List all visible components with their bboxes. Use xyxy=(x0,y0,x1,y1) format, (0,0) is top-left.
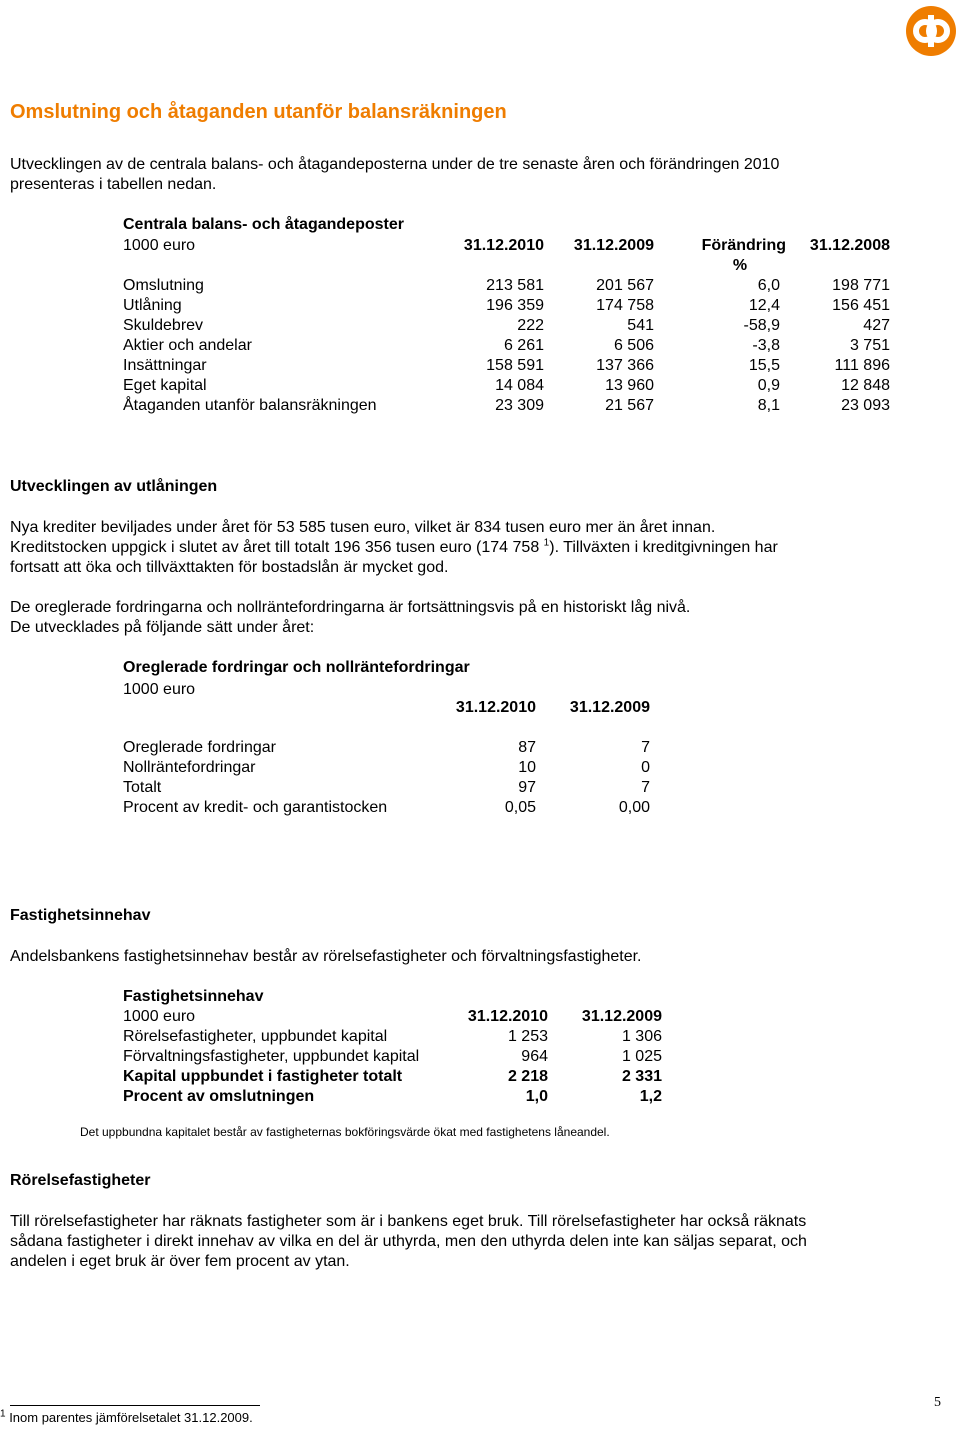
row-label: Nollräntefordringar xyxy=(123,759,256,776)
intro-line-1: Utvecklingen av de centrala balans- och åtagandeposterna under de tre senaste åren och förändringen 2010 xyxy=(10,156,780,173)
value-2010: 97 xyxy=(518,779,536,796)
value-2010: 23 309 xyxy=(495,397,544,414)
paragraph-line: De oreglerade fordringarna och nollräntefordringarna är fortsättningsvis på en historiskt låg nivå. xyxy=(10,599,691,616)
value-2010: 2 218 xyxy=(507,1068,548,1085)
table1-unit: 1000 euro xyxy=(123,237,196,254)
paragraph-line: sådana fastigheter i direkt innehav av vilka en del är uthyrda, men den uthyrda delen inte kan säljas separat, och xyxy=(10,1233,807,1250)
value-2009: 541 xyxy=(627,317,654,334)
table1-header-2009: 31.12.2009 xyxy=(573,237,654,254)
table2-title: Oreglerade fordringar och nollräntefordringar xyxy=(123,659,470,676)
paragraph-line: Till rörelsefastigheter har räknats fastigheter som är i bankens eget bruk. Till rörelsefastigheter har också räknats xyxy=(10,1213,807,1230)
value-change: 0,9 xyxy=(757,377,780,394)
value-2009: 21 567 xyxy=(605,397,654,414)
section-heading-rorelsefastigheter: Rörelsefastigheter xyxy=(10,1172,151,1189)
value-2009: 13 960 xyxy=(605,377,654,394)
value-2008: 23 093 xyxy=(841,397,890,414)
row-label: Oreglerade fordringar xyxy=(123,739,276,756)
table3-unit: 1000 euro xyxy=(123,1008,196,1025)
table2-header-2010: 31.12.2010 xyxy=(455,699,536,716)
row-label: Eget kapital xyxy=(123,377,207,394)
value-2009: 7 xyxy=(641,739,650,756)
footnote-text: Inom parentes jämförelsetalet 31.12.2009. xyxy=(9,1410,253,1425)
value-2009: 6 506 xyxy=(613,337,654,354)
row-label: Procent av omslutningen xyxy=(123,1088,315,1105)
value-2009: 2 331 xyxy=(621,1068,662,1085)
row-label: Åtaganden utanför balansräkningen xyxy=(123,397,377,414)
value-change: 6,0 xyxy=(757,277,780,294)
row-label: Kapital uppbundet i fastigheter totalt xyxy=(123,1068,403,1085)
footnote xyxy=(0,1410,253,1425)
value-2010: 0,05 xyxy=(504,799,536,816)
value-change: 12,4 xyxy=(748,297,780,314)
row-label: Rörelsefastigheter, uppbundet kapital xyxy=(123,1028,388,1045)
value-2008: 156 451 xyxy=(832,297,890,314)
table1-title: Centrala balans- och åtagandeposter xyxy=(123,216,404,233)
value-2009: 1 306 xyxy=(621,1028,662,1045)
row-label: Insättningar xyxy=(123,357,207,374)
value-2010: 158 591 xyxy=(486,357,544,374)
paragraph-line xyxy=(10,538,778,558)
table1-header-2010: 31.12.2010 xyxy=(463,237,544,254)
value-2009: 1,2 xyxy=(639,1088,662,1105)
table2-header-2009: 31.12.2009 xyxy=(569,699,650,716)
value-2008: 3 751 xyxy=(849,337,890,354)
paragraph-line: fortsatt att öka och tillväxttakten för bostadslån är mycket god. xyxy=(10,559,449,576)
value-2008: 198 771 xyxy=(832,277,890,294)
paragraph-line: andelen i eget bruk är över fem procent av ytan. xyxy=(10,1253,350,1270)
value-change: 15,5 xyxy=(748,357,780,374)
row-label: Totalt xyxy=(123,779,162,796)
row-label: Förvaltningsfastigheter, uppbundet kapital xyxy=(123,1048,420,1065)
value-2010: 10 xyxy=(518,759,536,776)
value-2010: 196 359 xyxy=(486,297,544,314)
value-change: -58,9 xyxy=(743,317,780,334)
section-heading-utlaning: Utvecklingen av utlåningen xyxy=(10,478,218,495)
table3-title: Fastighetsinnehav xyxy=(123,988,264,1005)
value-2010: 14 084 xyxy=(495,377,544,394)
row-label: Omslutning xyxy=(123,277,204,294)
table3-header-2009: 31.12.2009 xyxy=(581,1008,662,1025)
text-segment: ). Tillväxten i kreditgivningen har xyxy=(549,539,778,556)
value-2009: 1 025 xyxy=(621,1048,662,1065)
table1-header-2008: 31.12.2008 xyxy=(809,237,890,254)
value-change: 8,1 xyxy=(757,397,780,414)
paragraph-line: De utvecklades på följande sätt under året: xyxy=(10,619,315,636)
intro-line-2: presenteras i tabellen nedan. xyxy=(10,176,217,193)
row-label: Skuldebrev xyxy=(123,317,204,334)
footnote-ref: 1 xyxy=(543,537,550,549)
value-2008: 12 848 xyxy=(841,377,890,394)
footnote-separator xyxy=(10,1405,260,1406)
value-2009: 201 567 xyxy=(596,277,654,294)
table3-note: Det uppbundna kapitalet består av fastigheternas bokföringsvärde ökat med fastighetens låneandel. xyxy=(80,1125,610,1139)
value-2008: 111 896 xyxy=(834,357,890,374)
value-2010: 6 261 xyxy=(503,337,544,354)
value-2010: 1,0 xyxy=(525,1088,548,1105)
value-change: -3,8 xyxy=(752,337,780,354)
value-2010: 213 581 xyxy=(486,277,544,294)
value-2009: 174 758 xyxy=(596,297,654,314)
value-2009: 0,00 xyxy=(618,799,650,816)
paragraph-line: Andelsbankens fastighetsinnehav består av rörelsefastigheter och förvaltningsfastigheter. xyxy=(10,948,642,965)
value-2010: 964 xyxy=(521,1048,548,1065)
table2-unit: 1000 euro xyxy=(123,681,196,698)
row-label: Aktier och andelar xyxy=(123,337,252,354)
page-number: 5 xyxy=(934,1395,941,1410)
paragraph-line: Nya krediter beviljades under året för 53 585 tusen euro, vilket är 834 tusen euro mer än året innan. xyxy=(10,519,716,536)
table3-header-2010: 31.12.2010 xyxy=(467,1008,548,1025)
value-2009: 137 366 xyxy=(596,357,654,374)
footnote-marker: 1 xyxy=(0,1408,6,1420)
value-2009: 7 xyxy=(641,779,650,796)
section-heading-fastighetsinnehav: Fastighetsinnehav xyxy=(10,907,151,924)
value-2010: 1 253 xyxy=(507,1028,548,1045)
text-segment: Kreditstocken uppgick i slutet av året till totalt 196 356 tusen euro (174 758 xyxy=(10,539,540,556)
page-title: Omslutning och åtaganden utanför balansräkningen xyxy=(10,101,507,123)
row-label: Utlåning xyxy=(123,297,182,314)
value-2008: 427 xyxy=(863,317,890,334)
table1-percent-sign: % xyxy=(732,257,748,274)
value-2009: 0 xyxy=(641,759,650,776)
op-logo-icon xyxy=(905,5,957,57)
row-label: Procent av kredit- och garantistocken xyxy=(123,799,388,816)
table1-header-change: Förändring xyxy=(701,237,786,254)
value-2010: 222 xyxy=(517,317,544,334)
value-2010: 87 xyxy=(518,739,536,756)
